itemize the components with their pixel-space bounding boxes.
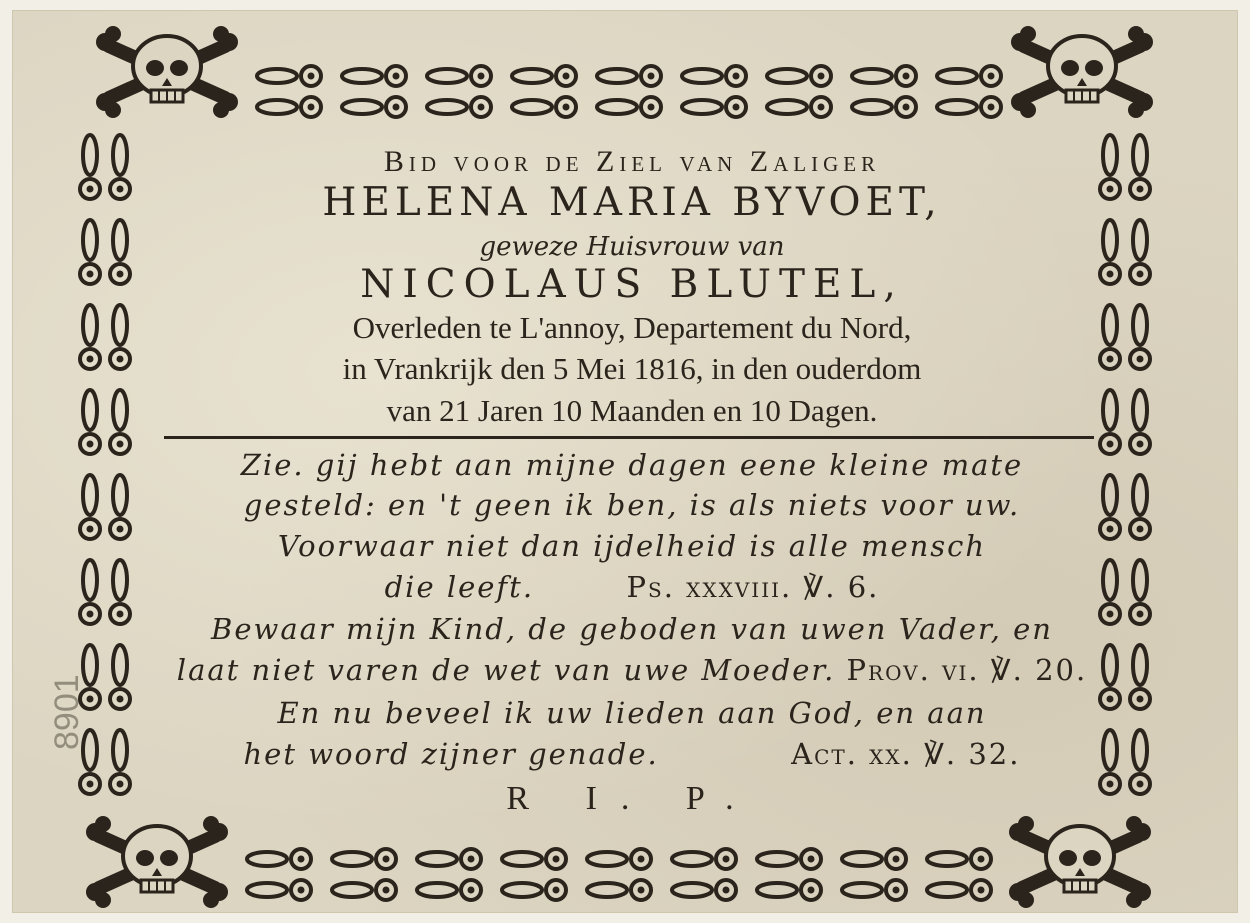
inventory-number: 8901 [48,674,86,750]
bottom-chain-row-2 [247,880,991,900]
prayer-heading: Bid voor de Ziel van Zaliger [383,145,881,178]
memorial-card [12,10,1238,913]
proverbs-reference: Prov. vi. ℣. 20. [846,653,1088,687]
spouse-name: NICOLAUS BLUTEL, [360,262,904,307]
spouse-intro: geweze Huisvrouw van [479,232,785,262]
verse-line-8-text: het woord zijner genade. [243,737,659,771]
divider-rule [164,436,1094,439]
rip-closing: R I. P. [506,780,758,817]
verse-line-4-text: die leeft. [384,570,535,604]
age-at-death: van 21 Jaren 10 Maanden en 10 Dagen. [386,393,878,428]
skull-crossbones-icon-top-right [1011,26,1153,118]
top-chain-row-2 [257,97,1001,117]
death-place: Overleden te L'annoy, Departement du Nord, [352,310,912,345]
skull-crossbones-icon-top-left [96,26,238,118]
right-chain-columns [1100,135,1150,794]
left-chain-columns [80,135,130,794]
verse-line-1: Zie. gij hebt aan mijne dagen eene kleine mate [240,448,1024,482]
deceased-name: HELENA MARIA BYVOET, [322,180,942,225]
verse-line-6-text: laat niet varen de wet van uwe Moeder. [176,653,836,687]
top-chain-row-1 [257,66,1001,86]
psalm-reference: Ps. xxxviii. ℣. 6. [626,570,880,604]
verse-line-3: Voorwaar niet dan ijdelheid is alle mensch [277,529,987,563]
verse-line-8 [162,737,1102,771]
acts-reference: Act. xx. ℣. 32. [791,737,1021,771]
bottom-chain-row-1 [247,849,991,869]
verse-line-7: En nu beveel ik uw lieden aan God, en aan [277,696,987,730]
verse-line-6 [162,653,1102,687]
skull-crossbones-icon-bottom-right [1009,816,1151,908]
verse-line-5: Bewaar mijn Kind, de geboden van uwen Vader, en [211,612,1053,646]
verse-line-2: gesteld: en 't geen ik ben, is als niets voor uw. [243,488,1021,522]
verse-line-4 [162,570,1102,604]
skull-crossbones-icon-bottom-left [86,816,228,908]
death-date: in Vrankrijk den 5 Mei 1816, in den ouderdom [342,351,922,386]
